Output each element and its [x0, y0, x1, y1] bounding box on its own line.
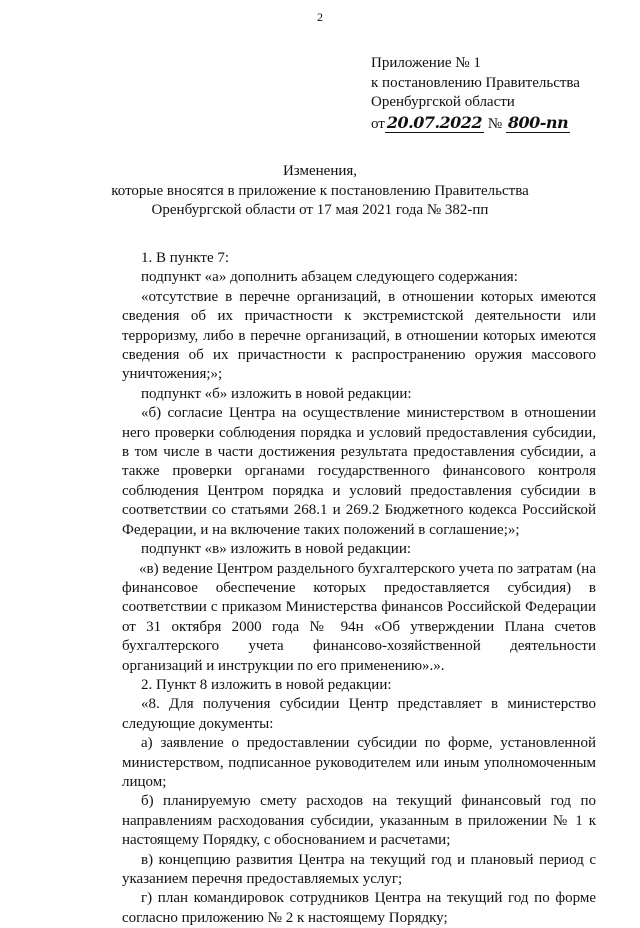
document-title: [0, 162, 640, 221]
title-line-3: Оренбургской области от 17 мая 2021 года № 382-пп: [151, 202, 489, 218]
page-number: 2: [317, 10, 323, 24]
title-line-1: Изменения,: [282, 163, 358, 179]
handwritten-number: 800-пп: [507, 112, 569, 132]
paragraph: в) концепцию развития Центра на текущий год и плановый период с указанием перечня предоставляемых услуг;: [122, 851, 596, 887]
annex-from-label: от: [371, 115, 385, 132]
annex-block: [371, 54, 580, 134]
annex-line-2: к постановлению Правительства: [371, 74, 580, 91]
paragraph: «отсутствие в перечне организаций, в отношении которых имеются сведения об их причастности к экстремистской деятельности или терроризму, либо в перечне организаций, в отношении которых имеются сведения об их причастности к распространению оружия массового уничтожения;»;: [122, 288, 596, 383]
paragraph: а) заявление о предоставлении субсидии по форме, установленной министерством, подписанное руководителем или иным уполномоченным лицом;: [122, 735, 596, 790]
paragraph: «б) согласие Центра на осуществление министерством в отношении него проверки соблюдения порядка и условий предоставления субсидии, в том числе в части достижения результата предоставления субсидии, а также проверки органами государственного финансового контроля соблюдения Центром порядка и условий предоставления субсидии в соответствии со статьями 268.1 и 269.2 Бюджетного кодекса Российской Федерации, и на включение таких положений в соглашение;»;: [122, 405, 596, 538]
annex-line-3: Оренбургской области: [371, 94, 515, 110]
paragraph: подпункт «а» дополнить абзацем следующего содержания:: [141, 269, 518, 286]
annex-line-4: [371, 113, 580, 135]
paragraph: подпункт «в» изложить в новой редакции:: [141, 541, 412, 558]
annex-number-label: №: [487, 115, 503, 132]
paragraph: 2. Пункт 8 изложить в новой редакции:: [141, 676, 392, 693]
paragraph: «в) ведение Центром раздельного бухгалтерского учета по затратам (на финансовое обеспечение которых предоставляется субсидия) в соответствии с приказом Министерства финансов Российской Федерации от 31 октября 2000 года № 94н «Об утверждении Плана счетов бухгалтерского учета финансово-хозяйственной деятельности организаций и инструкции по его применению».».: [122, 560, 596, 674]
paragraph: б) планируемую смету расходов на текущий финансовый год по направлениям расходования субсидии, указанным в приложении № 1 к настоящему Порядку, с обоснованием и расчетами;: [122, 793, 596, 849]
paragraph: «8. Для получения субсидии Центр представляет в министерство следующие документы:: [122, 696, 596, 732]
paragraph: подпункт «б» изложить в новой редакции:: [141, 385, 412, 402]
annex-line-1: Приложение № 1: [371, 55, 481, 71]
handwritten-date: 20.07.2022: [386, 112, 483, 132]
document-body: [122, 249, 596, 928]
paragraph: г) план командировок сотрудников Центра на текущий год по форме согласно приложению № 2 к настоящему Порядку;: [122, 890, 596, 926]
title-line-2: которые вносятся в приложение к постановлению Правительства: [111, 182, 529, 199]
paragraph: 1. В пункте 7:: [141, 250, 230, 266]
